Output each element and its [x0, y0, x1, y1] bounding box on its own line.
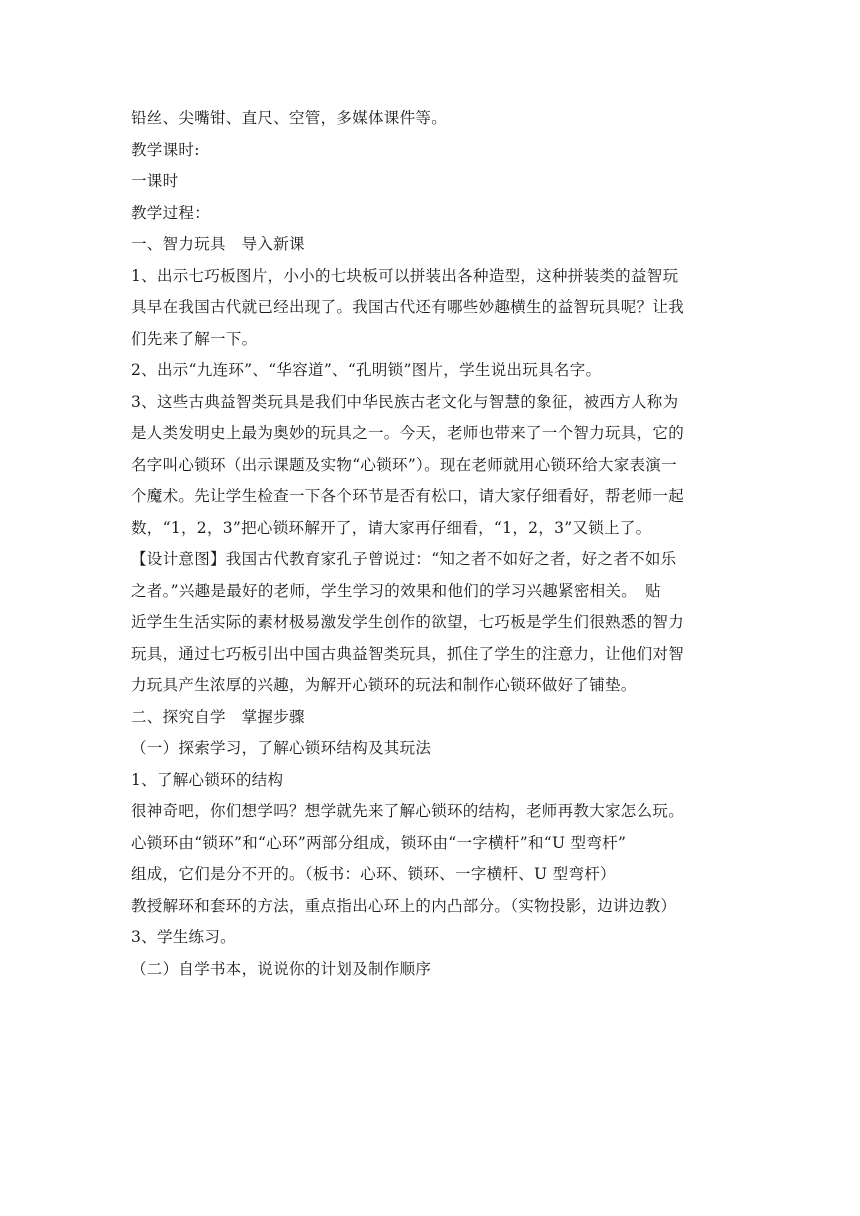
text-line: 【设计意图】我国古代教育家孔子曾说过：“知之者不如好之者，好之者不如乐 [131, 550, 677, 568]
text-line: 玩具，通过七巧板引出中国古典益智类玩具，抓住了学生的注意力，让他们对智 [131, 644, 685, 663]
text-line: 教学过程： [131, 203, 211, 222]
text-line: 近学生生活实际的素材极易激发学生创作的欲望，七巧板是学生们很熟悉的智力 [131, 613, 685, 631]
text-line: 心锁环由“锁环”和“心环”两部分组成，锁环由“一字横杆”和“U 型弯杆” [131, 833, 627, 852]
text-line: 一课时 [131, 172, 179, 190]
text-line: 1、了解心锁环的结构 [131, 770, 284, 789]
text-line: 教授解环和套环的方法，重点指出心环上的内凸部分。（实物投影，边讲边教） [131, 896, 677, 915]
text-line: 们先来了解一下。 [131, 329, 258, 348]
text-line: 数，“1，2，3”把心锁环解开了，请大家再仔细看，“1，2，3”又锁上了。 [131, 518, 652, 537]
section-heading: 二、探究自学 掌握步骤 [131, 707, 305, 726]
section-heading: 一、智力玩具 导入新课 [131, 235, 305, 253]
text-line: 具早在我国古代就已经出现了。我国古代还有哪些妙趣横生的益智玩具呢？让我 [131, 298, 685, 316]
text-line: 名字叫心锁环（出示课题及实物“心锁环”）。现在老师就用心锁环给大家表演一 [131, 455, 677, 474]
text-line: （一）探索学习，了解心锁环结构及其玩法 [131, 739, 432, 757]
text-line: 教学课时: [131, 140, 200, 159]
text-line: 力玩具产生浓厚的兴趣，为解开心锁环的玩法和制作心锁环做好了铺垫。 [131, 676, 637, 694]
text-line: 3、学生练习。 [131, 928, 236, 946]
text-line: 很神奇吧，你们想学吗？想学就先来了解心锁环的结构，老师再教大家怎么玩。 [131, 802, 685, 820]
text-line: 是人类发明史上最为奥妙的玩具之一。今天，老师也带来了一个智力玩具，它的 [131, 424, 685, 442]
text-line: （二）自学书本，说说你的计划及制作顺序 [131, 959, 432, 978]
text-line: 铅丝、尖嘴钳、直尺、空管，多媒体课件等。 [131, 109, 448, 127]
text-line: 个魔术。先让学生检查一下各个环节是否有松口，请大家仔细看好，帮老师一起 [131, 487, 685, 505]
document-body [131, 103, 741, 985]
text-line: 2、出示“九连环”、“华容道”、“孔明锁”图片，学生说出玩具名字。 [131, 361, 602, 379]
text-line: 1、出示七巧板图片，小小的七块板可以拼装出各种造型，这种拼装类的益智玩 [131, 266, 679, 285]
text-line: 3、这些古典益智类玩具是我们中华民族古老文化与智慧的象征，被西方人称为 [131, 392, 679, 411]
text-line: 之者。”兴趣是最好的老师，学生学习的效果和他们的学习兴趣紧密相关。 贴 [131, 581, 661, 600]
text-line: 组成，它们是分不开的。（板书：心环、锁环、一字横杆、U 型弯杆） [131, 865, 616, 883]
